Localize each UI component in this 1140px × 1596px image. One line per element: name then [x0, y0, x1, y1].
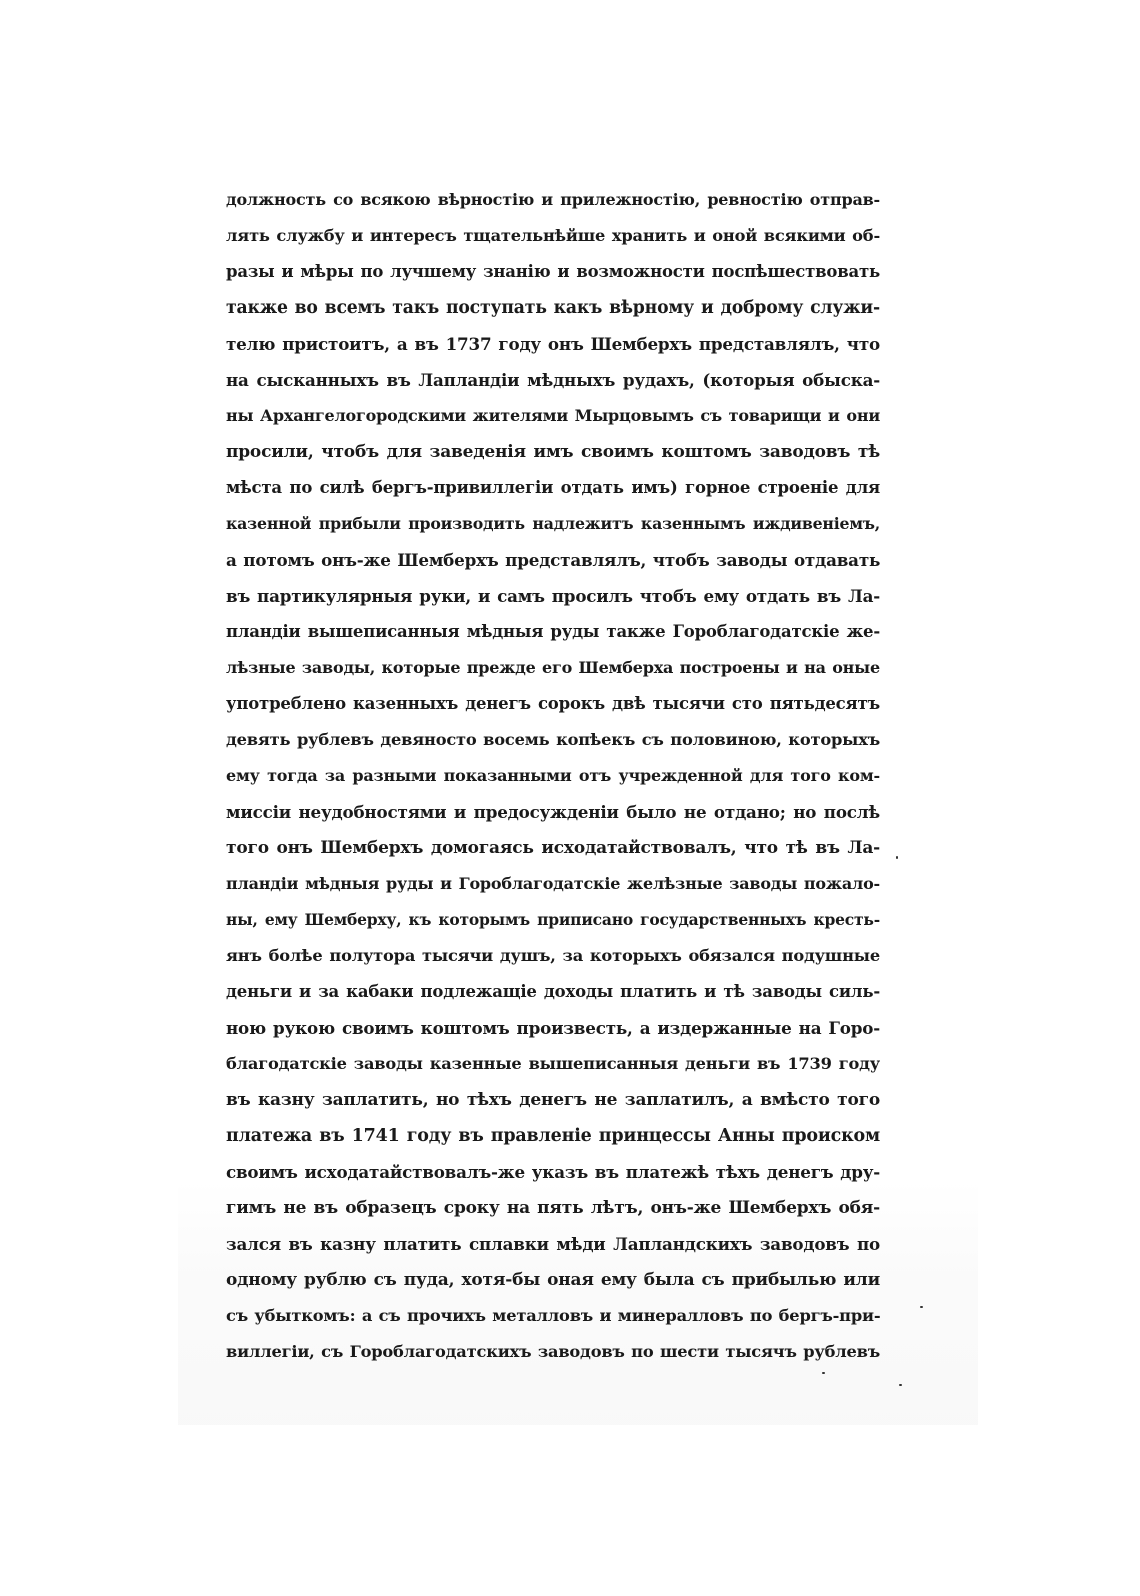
text-line: виллегіи, съ Гороблагодатскихъ заводовъ по шести тысячъ рублевъ [226, 1342, 880, 1361]
text-line: пландіи мѣдныя руды и Гороблагодатскіе желѣзные заводы пожало- [226, 874, 880, 893]
scan-speck [899, 1384, 902, 1386]
text-line: употреблено казенныхъ денегъ сорокъ двѣ тысячи сто пятьдесятъ [226, 694, 880, 713]
scan-speck [896, 856, 898, 859]
text-line: платежа въ 1741 году въ правленіе принцессы Анны происком [226, 1126, 880, 1146]
scan-speck [920, 1306, 923, 1308]
text-line: съ убыткомъ: а съ прочихъ металловъ и минералловъ по бергъ-при- [226, 1306, 880, 1325]
scan-speck [822, 1372, 825, 1374]
body-text [226, 182, 880, 1370]
text-line: девять рублевъ девяносто восемь копѣекъ съ половиною, которыхъ [226, 730, 880, 749]
text-line: казенной прибыли производить надлежитъ казеннымъ иждивеніемъ, [226, 514, 880, 533]
text-line: также во всемъ такъ поступать какъ вѣрному и доброму служи- [226, 298, 880, 318]
text-line: ны, ему Шемберху, къ которымъ приписано государственныхъ кресть- [226, 910, 880, 929]
text-line: пландіи вышеписанныя мѣдныя руды также Гороблагодатскіе же- [226, 622, 880, 641]
text-line: деньги и за кабаки подлежащіе доходы платить и тѣ заводы силь- [226, 982, 880, 1001]
text-line: должность со всякою вѣрностію и прилежностію, ревностію отправ- [226, 190, 880, 209]
text-line: зался въ казну платить сплавки мѣди Лапландскихъ заводовъ по [226, 1234, 880, 1254]
text-line: своимъ исходатайствовалъ-же указъ въ платежѣ тѣхъ денегъ дру- [226, 1162, 880, 1182]
text-line: просили, чтобъ для заведенія имъ своимъ коштомъ заводовъ тѣ [226, 442, 880, 462]
text-line: мѣста по силѣ бергъ-привиллегіи отдать имъ) горное строеніе для [226, 478, 880, 497]
text-line: ны Архангелогородскими жителями Мырцовымъ съ товарищи и они [226, 406, 880, 425]
text-line: янъ болѣе полутора тысячи душъ, за которыхъ обязался подушные [226, 946, 880, 965]
text-line: въ партикулярныя руки, и самъ просилъ чтобъ ему отдать въ Ла- [226, 586, 880, 606]
text-line: благодатскіе заводы казенные вышеписанныя деньги въ 1739 году [226, 1054, 880, 1073]
text-line: разы и мѣры по лучшему знанію и возможности поспѣшествовать [226, 262, 880, 281]
text-line: въ казну заплатить, но тѣхъ денегъ не заплатилъ, а вмѣсто того [226, 1090, 880, 1110]
text-line: одному рублю съ пуда, хотя-бы оная ему была съ прибылью или [226, 1270, 880, 1290]
text-line: телю пристоитъ, а въ 1737 году онъ Шемберхъ представлялъ, что [226, 334, 880, 354]
text-line: ему тогда за разными показанными отъ учрежденной для того ком- [226, 766, 880, 785]
text-line: того онъ Шемберхъ домогаясь исходатайствовалъ, что тѣ въ Ла- [226, 838, 880, 858]
text-line: гимъ не въ образецъ сроку на пять лѣтъ, онъ-же Шемберхъ обя- [226, 1198, 880, 1218]
text-line: лѣзные заводы, которые прежде его Шемберха построены и на оные [226, 658, 880, 677]
text-line: на сысканныхъ въ Лапландіи мѣдныхъ рудахъ, (которыя обыска- [226, 370, 880, 390]
text-line: ною рукою своимъ коштомъ произвесть, а издержанные на Горо- [226, 1018, 880, 1038]
text-line: лять службу и интересъ тщательнѣйше хранить и оной всякими об- [226, 226, 880, 245]
text-line: а потомъ онъ-же Шемберхъ представлялъ, чтобъ заводы отдавать [226, 550, 880, 570]
text-line: миссіи неудобностями и предосужденіи было не отдано; но послѣ [226, 802, 880, 822]
